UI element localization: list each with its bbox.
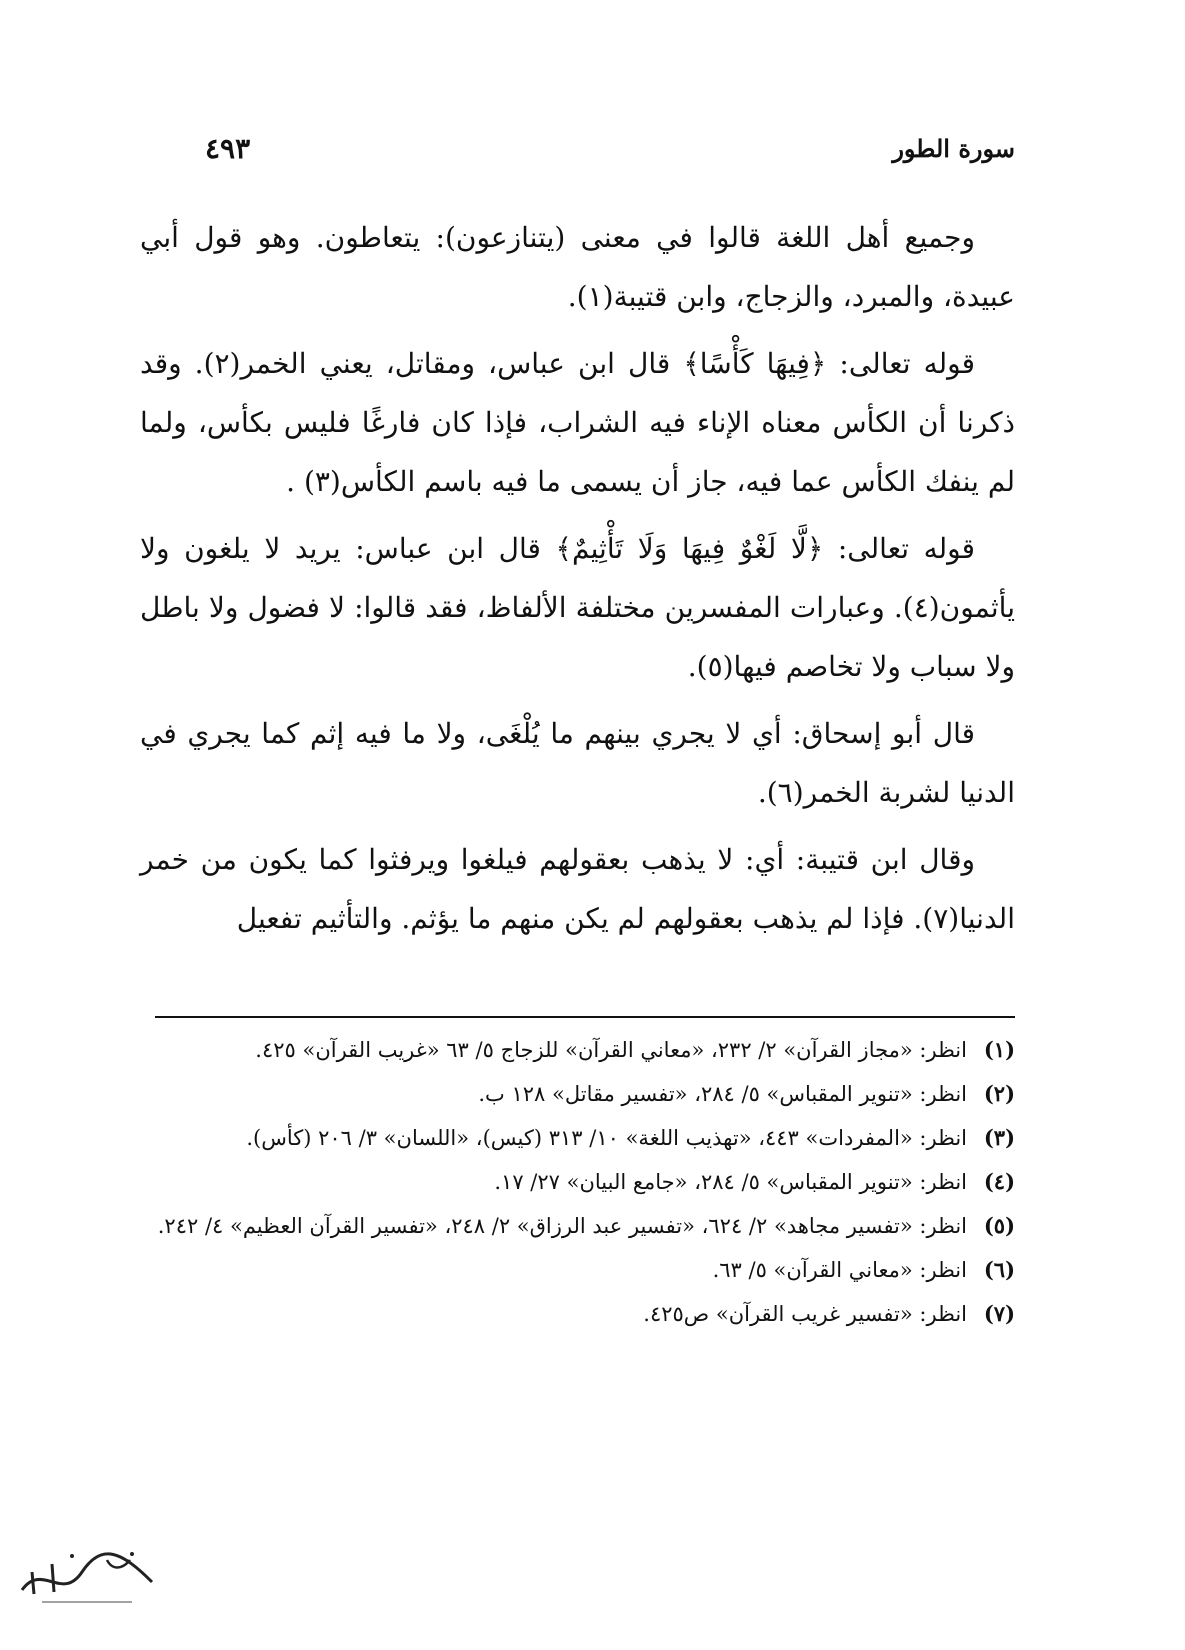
footnote-number: (٥) [983,1213,1015,1238]
stamp-calligraphy-icon [12,1542,162,1610]
footnote-number: (٣) [983,1125,1015,1150]
footnote-3 [140,1118,1015,1158]
footnote-7 [140,1294,1015,1334]
footnote-1 [140,1030,1015,1070]
paragraph-3: قوله تعالى: ﴿لَّا لَغْوٌ فِيهَا وَلَا تَأْثِيمٌ﴾ قال ابن عباس: يريد لا يلغون ولا يأثمون(٤). وعبارات المفسرين مختلفة الألفاظ، فقد قالوا: لا فضول ولا باطل ولا سباب ولا تخاصم فيها(٥). [140,532,1015,683]
paragraph-5: وقال ابن قتيبة: أي: لا يذهب بعقولهم فيلغوا ويرفثوا كما يكون من خمر الدنيا(٧). فإذا لم يذهب بعقولهم لم يكن منهم ما يؤثم. والتأثيم تفعيل [140,843,1015,935]
surah-title: سورة الطور [892,133,1015,163]
main-text [140,208,1015,956]
footnote-text: انظر: «تنوير المقباس» ٥/ ٢٨٤، «جامع البيان» ٢٧/ ١٧. [494,1170,967,1194]
page-number: ٤٩٣ [205,131,251,165]
footnote-text: انظر: «تنوير المقباس» ٥/ ٢٨٤، «تفسير مقاتل» ١٢٨ ب. [478,1082,967,1106]
footnote-number: (٦) [983,1257,1015,1282]
footnote-text: انظر: «تفسير غريب القرآن» ص٤٢٥. [643,1302,967,1326]
footnote-number: (٤) [983,1169,1015,1194]
footnote-text: انظر: «مجاز القرآن» ٢/ ٢٣٢، «معاني القرآن» للزجاج ٥/ ٦٣ «غريب القرآن» ٤٢٥. [255,1038,967,1062]
page-header [205,128,1015,168]
footnote-number: (٢) [983,1081,1015,1106]
footnote-number: (٧) [983,1301,1015,1326]
footnote-5 [140,1206,1015,1246]
footnote-text: انظر: «تفسير مجاهد» ٢/ ٦٢٤، «تفسير عبد الرزاق» ٢/ ٢٤٨، «تفسير القرآن العظيم» ٤/ ٢٤٢. [157,1214,967,1238]
footnote-2 [140,1074,1015,1114]
watermark-stamp-logo [12,1542,162,1610]
paragraph-4: قال أبو إسحاق: أي لا يجري بينهم ما يُلْغَى، ولا ما فيه إثم كما يجري في الدنيا لشربة الخمر(٦). [140,717,1015,809]
footnotes [140,1030,1015,1338]
footnote-number: (١) [983,1037,1015,1062]
footnote-text: انظر: «معاني القرآن» ٥/ ٦٣. [712,1258,967,1282]
footnote-6 [140,1250,1015,1290]
paragraph-1: وجميع أهل اللغة قالوا في معنى (يتنازعون): يتعاطون. وهو قول أبي عبيدة، والمبرد، والزجاج، وابن قتيبة(١). [140,221,1015,313]
footnote-text: انظر: «المفردات» ٤٤٣، «تهذيب اللغة» ١٠/ ٣١٣ (كيس)، «اللسان» ٣/ ٢٠٦ (كأس). [246,1126,967,1150]
footnote-divider [155,1016,1015,1018]
paragraph-2: قوله تعالى: ﴿فِيهَا كَأْسًا﴾ قال ابن عباس، ومقاتل، يعني الخمر(٢). وقد ذكرنا أن الكأس معناه الإناء فيه الشراب، فإذا كان فارغًا فليس بكأس، ولما لم ينفك الكأس عما فيه، جاز أن يسمى ما فيه باسم الكأس(٣) . [140,347,1015,498]
footnote-4 [140,1162,1015,1202]
